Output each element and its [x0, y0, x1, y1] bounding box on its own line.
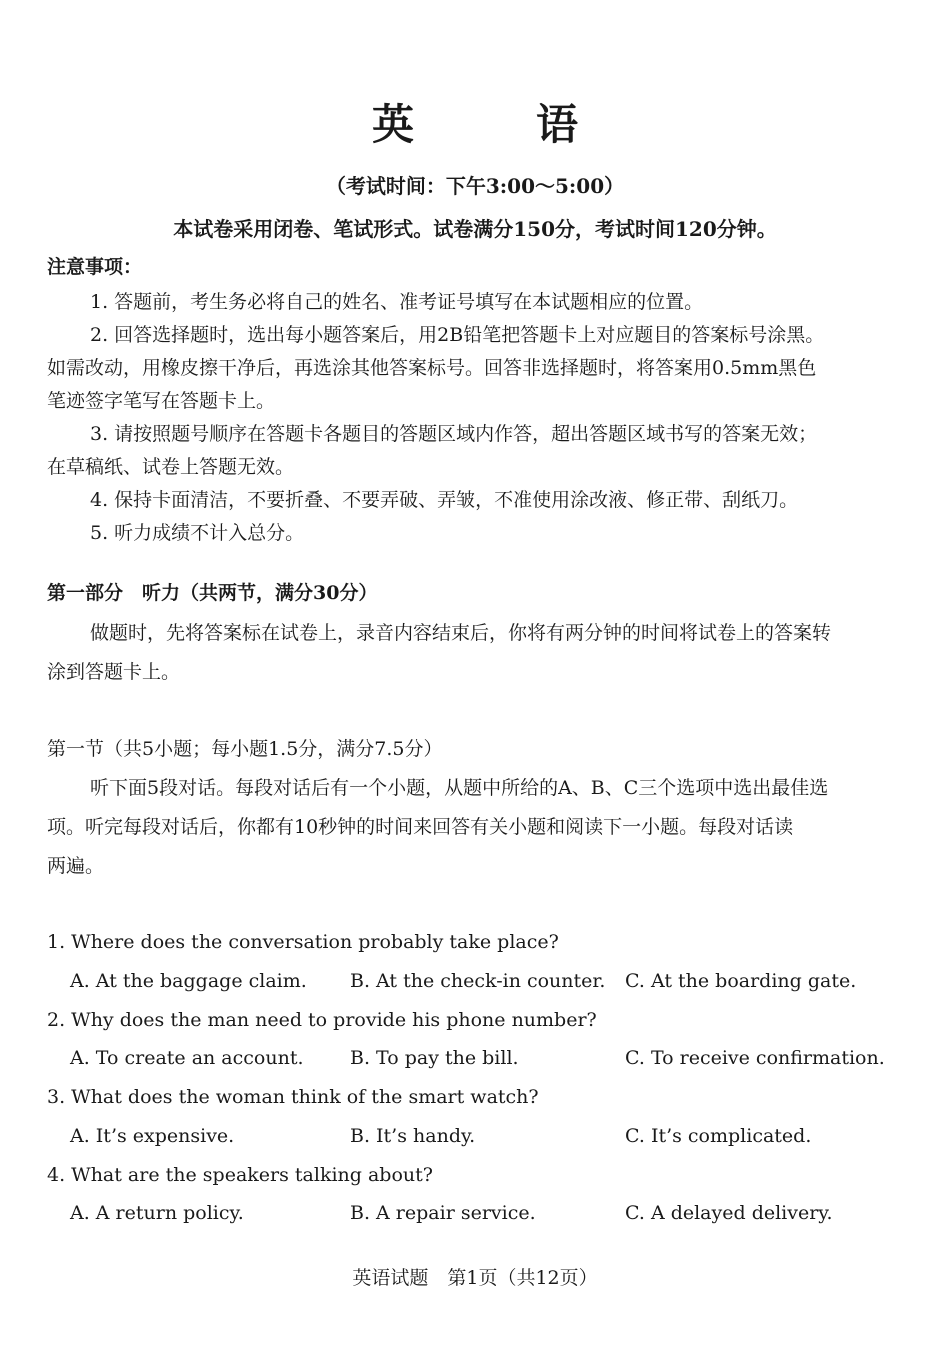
question-2: 2. Why does the man need to provide his phone number?	[47, 1009, 597, 1031]
notice-item-4: 4. 保持卡面清洁，不要折叠、不要弄破、弄皱，不准使用涂改液、修正带、刮纸刀。	[90, 489, 799, 511]
exam-time: （考试时间：下午3:00～5:00）	[325, 174, 625, 198]
section1-desc-line-1: 听下面5段对话。每段对话后有一个小题，从题中所给的A、B、C三个选项中选出最佳选	[90, 777, 829, 799]
question-4-option-a: A. A return policy.	[70, 1202, 244, 1224]
part1-desc-line-1: 做题时，先将答案标在试卷上，录音内容结束后，你将有两分钟的时间将试卷上的答案转	[90, 622, 832, 644]
question-2-option-b: B. To pay the bill.	[350, 1047, 519, 1069]
part1-heading: 第一部分 听力（共两节，满分30分）	[47, 582, 378, 604]
question-4-option-b: B. A repair service.	[350, 1202, 536, 1224]
notice-item-2-line-2: 如需改动，用橡皮擦干净后，再选涂其他答案标号。回答非选择题时，将答案用0.5mm黑色	[47, 357, 817, 379]
question-3-option-a: A. It’s expensive.	[70, 1125, 235, 1147]
notice-item-1: 1. 答题前，考生务必将自己的姓名、准考证号填写在本试题相应的位置。	[90, 291, 704, 313]
question-1-option-c: C. At the boarding gate.	[625, 970, 857, 992]
question-3-option-b: B. It’s handy.	[350, 1125, 476, 1147]
question-1: 1. Where does the conversation probably take place?	[47, 931, 559, 953]
question-1-option-a: A. At the baggage claim.	[70, 970, 307, 992]
notice-item-2-line-1: 2. 回答选择题时，选出每小题答案后，用2B铅笔把答题卡上对应题目的答案标号涂黑。	[90, 324, 825, 346]
notice-item-2-line-3: 笔迹签字笔写在答题卡上。	[47, 390, 276, 412]
question-2-option-c: C. To receive confirmation.	[625, 1047, 885, 1069]
exam-intro: 本试卷采用闭卷、笔试形式。试卷满分150分，考试时间120分钟。	[173, 217, 777, 241]
question-3: 3. What does the woman think of the smart watch?	[47, 1086, 539, 1108]
part1-desc-line-2: 涂到答题卡上。	[47, 661, 181, 683]
page-title: 英 语	[371, 100, 618, 149]
section1-heading: 第一节（共5小题；每小题1.5分，满分7.5分）	[47, 738, 443, 760]
notice-item-5: 5. 听力成绩不计入总分。	[90, 522, 305, 544]
section1-desc-line-3: 两遍。	[47, 855, 105, 877]
question-1-option-b: B. At the check-in counter.	[350, 970, 606, 992]
question-2-option-a: A. To create an account.	[70, 1047, 304, 1069]
page-footer: 英语试题 第1页（共12页）	[352, 1267, 598, 1289]
question-4: 4. What are the speakers talking about?	[47, 1164, 433, 1186]
question-4-option-c: C. A delayed delivery.	[625, 1202, 833, 1224]
notice-heading: 注意事项：	[47, 256, 143, 278]
notice-item-3-line-1: 3. 请按照题号顺序在答题卡各题目的答题区域内作答，超出答题区域书写的答案无效；	[90, 423, 818, 445]
section1-desc-line-2: 项。听完每段对话后，你都有10秒钟的时间来回答有关小题和阅读下一小题。每段对话读	[47, 816, 794, 838]
question-3-option-c: C. It’s complicated.	[625, 1125, 812, 1147]
notice-item-3-line-2: 在草稿纸、试卷上答题无效。	[47, 456, 295, 478]
